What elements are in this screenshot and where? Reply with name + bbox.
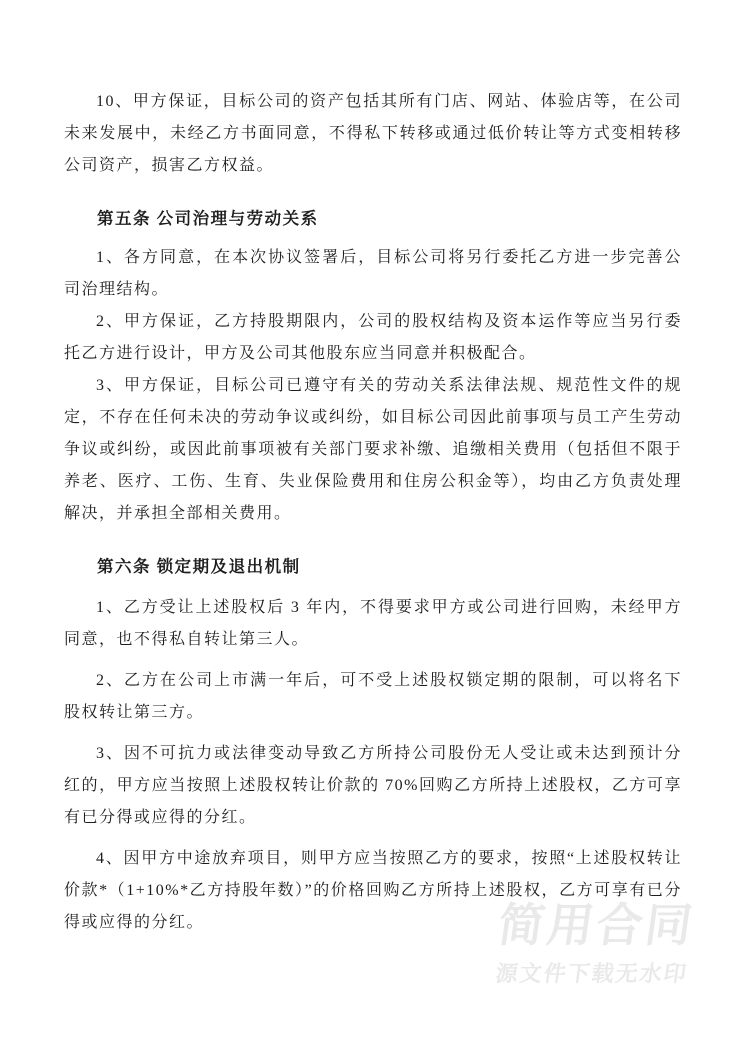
section-6-item-4: 4、因甲方中途放弃项目，则甲方应当按照乙方的要求，按照“上述股权转让价款*（1+10%*乙方持股年数）”的价格回购乙方所持上述股权，乙方可享有已分得或应得的分红。: [64, 850, 682, 931]
watermark-title: 简用合同: [494, 899, 699, 951]
section-5-item-2: 2、甲方保证，乙方持股期限内，公司的股权结构及资本运作等应当另行委托乙方进行设计，甲方及公司其他股东应当同意并积极配合。: [64, 313, 682, 362]
section-5-item-1: 1、各方同意，在本次协议签署后，目标公司将另行委托乙方进一步完善公司治理结构。: [64, 249, 682, 298]
section-6-item-3: 3、因不可抗力或法律变动导致乙方所持公司股份无人受让或未达到预计分红的，甲方应当按照上述股权转让价款的 70%回购乙方所持上述股权，乙方可享有已分得或应得的分红。: [64, 745, 682, 826]
document-body: [64, 86, 682, 939]
section-5-item-3: 3、甲方保证，目标公司已遵守有关的劳动关系法律法规、规范性文件的规定，不存在任何未决的劳动争议或纠纷，如目标公司因此前事项与员工产生劳动争议或纠纷，或因此前事项被有关部门要求补缴、追缴相关费用（包括但不限于养老、医疗、工伤、生育、失业保险费用和住房公积金等），均由乙方负责处理解决，并承担全部相关费用。: [64, 377, 682, 522]
section-6-item-2: 2、乙方在公司上市满一年后，可不受上述股权锁定期的限制，可以将名下股权转让第三方。: [64, 672, 682, 721]
section-6-heading: 第六条 锁定期及退出机制: [97, 557, 301, 576]
section-6-item-1: 1、乙方受让上述股权后 3 年内，不得要求甲方或公司进行回购，未经甲方同意，也不得私自转让第三人。: [64, 599, 682, 648]
clause-item-10: 10、甲方保证，目标公司的资产包括其所有门店、网站、体验店等，在公司未来发展中，未经乙方书面同意，不得私下转移或通过低价转让等方式变相转移公司资产，损害乙方权益。: [64, 93, 682, 174]
section-5-heading: 第五条 公司治理与劳动关系: [97, 209, 319, 228]
watermark-subtitle: 源文件下载无水印: [494, 960, 690, 986]
